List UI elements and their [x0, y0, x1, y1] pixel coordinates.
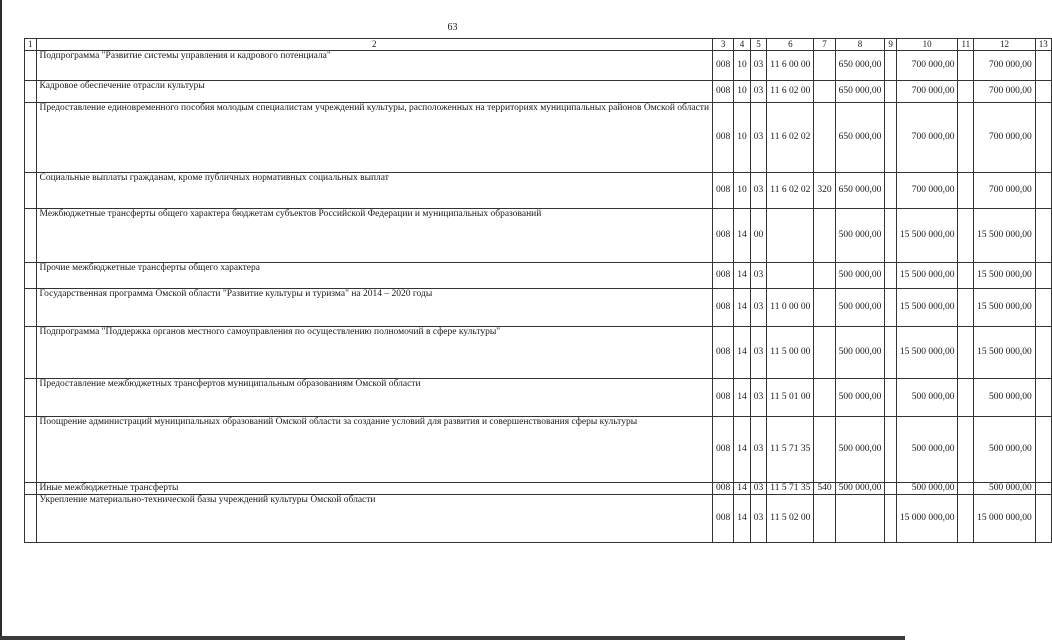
column-header: 11: [958, 39, 974, 51]
amount-col11-cell: [958, 327, 974, 379]
ministry-code-cell: 008: [713, 209, 734, 263]
amount-col12-cell: 15 500 000,00: [974, 327, 1036, 379]
expense-type-cell: [814, 103, 835, 173]
row-name-cell: Прочие межбюджетные трансферты общего характера: [36, 263, 713, 289]
amount-col8-cell: 500 000,00: [835, 417, 885, 483]
amount-col13-cell: [1035, 173, 1051, 209]
subsection-code-cell: 03: [750, 103, 767, 173]
amount-col11-cell: [958, 289, 974, 327]
expense-type-cell: [814, 495, 835, 543]
amount-col10-cell: 15 500 000,00: [896, 327, 958, 379]
target-article-cell: 11 5 71 35: [767, 483, 814, 495]
row-number-cell: [25, 327, 37, 379]
amount-col8-cell: 500 000,00: [835, 483, 885, 495]
target-article-cell: [767, 263, 814, 289]
amount-col11-cell: [958, 263, 974, 289]
section-code-cell: 14: [734, 417, 751, 483]
row-name-cell: Иные межбюджетные трансферты: [36, 483, 713, 495]
table-row: [25, 379, 1052, 417]
amount-col13-cell: [1035, 379, 1051, 417]
amount-col11-cell: [958, 209, 974, 263]
amount-col12-cell: 700 000,00: [974, 173, 1036, 209]
column-header: 12: [974, 39, 1036, 51]
amount-col10-cell: 15 500 000,00: [896, 289, 958, 327]
target-article-cell: 11 6 02 02: [767, 173, 814, 209]
amount-col12-cell: 700 000,00: [974, 103, 1036, 173]
row-name-cell: Предоставление единовременного пособия молодым специалистам учреждений культуры, расположенных на территориях муниципальных районов Омской области: [36, 103, 713, 173]
ministry-code-cell: 008: [713, 103, 734, 173]
amount-col10-cell: 15 500 000,00: [896, 209, 958, 263]
table-row: [25, 417, 1052, 483]
amount-col9-cell: [885, 81, 897, 103]
ministry-code-cell: 008: [713, 173, 734, 209]
amount-col9-cell: [885, 51, 897, 81]
table-row: [25, 81, 1052, 103]
target-article-cell: 11 6 02 02: [767, 103, 814, 173]
amount-col13-cell: [1035, 209, 1051, 263]
page-number: 63: [447, 22, 458, 33]
row-number-cell: [25, 289, 37, 327]
amount-col11-cell: [958, 417, 974, 483]
section-code-cell: 14: [734, 209, 751, 263]
ministry-code-cell: 008: [713, 417, 734, 483]
amount-col8-cell: 500 000,00: [835, 379, 885, 417]
subsection-code-cell: 03: [750, 417, 767, 483]
budget-table: [24, 38, 1052, 543]
ministry-code-cell: 008: [713, 81, 734, 103]
column-header: 10: [896, 39, 958, 51]
expense-type-cell: [814, 327, 835, 379]
column-header: 9: [885, 39, 897, 51]
amount-col9-cell: [885, 495, 897, 543]
section-code-cell: 14: [734, 379, 751, 417]
amount-col9-cell: [885, 327, 897, 379]
section-code-cell: 14: [734, 483, 751, 495]
subsection-code-cell: 03: [750, 263, 767, 289]
target-article-cell: 11 5 02 00: [767, 495, 814, 543]
ministry-code-cell: 008: [713, 263, 734, 289]
amount-col10-cell: 700 000,00: [896, 81, 958, 103]
column-header: 7: [814, 39, 835, 51]
column-header: 3: [713, 39, 734, 51]
expense-type-cell: 320: [814, 173, 835, 209]
row-name-cell: Кадровое обеспечение отрасли культуры: [36, 81, 713, 103]
ministry-code-cell: 008: [713, 495, 734, 543]
amount-col13-cell: [1035, 417, 1051, 483]
column-header: 5: [750, 39, 767, 51]
ministry-code-cell: 008: [713, 51, 734, 81]
subsection-code-cell: 03: [750, 327, 767, 379]
row-name-cell: Подпрограмма "Развитие системы управления и кадрового потенциала": [36, 51, 713, 81]
row-number-cell: [25, 379, 37, 417]
target-article-cell: 11 5 00 00: [767, 327, 814, 379]
amount-col11-cell: [958, 103, 974, 173]
amount-col8-cell: 650 000,00: [835, 103, 885, 173]
target-article-cell: 11 0 00 00: [767, 289, 814, 327]
amount-col10-cell: 500 000,00: [896, 417, 958, 483]
subsection-code-cell: 03: [750, 379, 767, 417]
section-code-cell: 10: [734, 103, 751, 173]
column-header: 13: [1035, 39, 1051, 51]
amount-col12-cell: 500 000,00: [974, 417, 1036, 483]
amount-col8-cell: [835, 495, 885, 543]
amount-col11-cell: [958, 51, 974, 81]
row-name-cell: Межбюджетные трансферты общего характера бюджетам субъектов Российской Федерации и муниципальных образований: [36, 209, 713, 263]
expense-type-cell: [814, 209, 835, 263]
row-name-cell: Предоставление межбюджетных трансфертов муниципальным образованиям Омской области: [36, 379, 713, 417]
row-number-cell: [25, 103, 37, 173]
ministry-code-cell: 008: [713, 327, 734, 379]
row-name-cell: Подпрограмма "Поддержка органов местного самоуправления по осуществлению полномочий в сфере культуры": [36, 327, 713, 379]
table-row: [25, 103, 1052, 173]
row-number-cell: [25, 495, 37, 543]
amount-col10-cell: 700 000,00: [896, 103, 958, 173]
table-row: [25, 495, 1052, 543]
amount-col13-cell: [1035, 51, 1051, 81]
row-number-cell: [25, 483, 37, 495]
amount-col12-cell: 700 000,00: [974, 81, 1036, 103]
amount-col8-cell: 500 000,00: [835, 263, 885, 289]
amount-col10-cell: 15 500 000,00: [896, 263, 958, 289]
amount-col8-cell: 650 000,00: [835, 173, 885, 209]
expense-type-cell: 540: [814, 483, 835, 495]
table-row: [25, 263, 1052, 289]
amount-col10-cell: 700 000,00: [896, 173, 958, 209]
table-row: [25, 327, 1052, 379]
amount-col11-cell: [958, 483, 974, 495]
column-header: 2: [36, 39, 713, 51]
ministry-code-cell: 008: [713, 289, 734, 327]
subsection-code-cell: 03: [750, 51, 767, 81]
amount-col9-cell: [885, 263, 897, 289]
ministry-code-cell: 008: [713, 483, 734, 495]
amount-col13-cell: [1035, 495, 1051, 543]
section-code-cell: 10: [734, 81, 751, 103]
amount-col13-cell: [1035, 103, 1051, 173]
row-number-cell: [25, 417, 37, 483]
amount-col9-cell: [885, 417, 897, 483]
row-name-cell: Поощрение администраций муниципальных образований Омской области за создание условий для развития и совершенствования сферы культуры: [36, 417, 713, 483]
expense-type-cell: [814, 289, 835, 327]
target-article-cell: 11 6 00 00: [767, 51, 814, 81]
section-code-cell: 14: [734, 263, 751, 289]
amount-col12-cell: 15 000 000,00: [974, 495, 1036, 543]
amount-col10-cell: 500 000,00: [896, 379, 958, 417]
subsection-code-cell: 03: [750, 81, 767, 103]
subsection-code-cell: 03: [750, 495, 767, 543]
target-article-cell: 11 5 01 00: [767, 379, 814, 417]
section-code-cell: 10: [734, 173, 751, 209]
amount-col13-cell: [1035, 81, 1051, 103]
column-header: 6: [767, 39, 814, 51]
table-row: [25, 483, 1052, 495]
amount-col11-cell: [958, 379, 974, 417]
column-header: 1: [25, 39, 37, 51]
amount-col13-cell: [1035, 483, 1051, 495]
scan-border-bottom: [0, 636, 905, 640]
amount-col12-cell: 700 000,00: [974, 51, 1036, 81]
row-number-cell: [25, 51, 37, 81]
amount-col8-cell: 650 000,00: [835, 51, 885, 81]
amount-col10-cell: 15 000 000,00: [896, 495, 958, 543]
amount-col12-cell: 500 000,00: [974, 379, 1036, 417]
scan-border-left: [0, 0, 2, 640]
ministry-code-cell: 008: [713, 379, 734, 417]
section-code-cell: 14: [734, 495, 751, 543]
amount-col12-cell: 15 500 000,00: [974, 289, 1036, 327]
section-code-cell: 10: [734, 51, 751, 81]
amount-col11-cell: [958, 495, 974, 543]
subsection-code-cell: 03: [750, 173, 767, 209]
amount-col13-cell: [1035, 289, 1051, 327]
amount-col9-cell: [885, 209, 897, 263]
amount-col10-cell: 500 000,00: [896, 483, 958, 495]
column-header: 4: [734, 39, 751, 51]
expense-type-cell: [814, 417, 835, 483]
expense-type-cell: [814, 81, 835, 103]
amount-col11-cell: [958, 173, 974, 209]
row-name-cell: Государственная программа Омской области "Развитие культуры и туризма" на 2014 – 2020 годы: [36, 289, 713, 327]
amount-col9-cell: [885, 173, 897, 209]
expense-type-cell: [814, 51, 835, 81]
amount-col8-cell: 500 000,00: [835, 209, 885, 263]
expense-type-cell: [814, 379, 835, 417]
subsection-code-cell: 03: [750, 289, 767, 327]
amount-col9-cell: [885, 289, 897, 327]
amount-col9-cell: [885, 103, 897, 173]
table-row: [25, 173, 1052, 209]
row-number-cell: [25, 209, 37, 263]
amount-col13-cell: [1035, 327, 1051, 379]
target-article-cell: 11 5 71 35: [767, 417, 814, 483]
amount-col12-cell: 15 500 000,00: [974, 209, 1036, 263]
row-number-cell: [25, 81, 37, 103]
row-number-cell: [25, 173, 37, 209]
target-article-cell: 11 6 02 00: [767, 81, 814, 103]
amount-col8-cell: 500 000,00: [835, 327, 885, 379]
amount-col10-cell: 700 000,00: [896, 51, 958, 81]
column-header: 8: [835, 39, 885, 51]
amount-col12-cell: 500 000,00: [974, 483, 1036, 495]
amount-col9-cell: [885, 379, 897, 417]
column-number-row: [25, 39, 1052, 51]
section-code-cell: 14: [734, 327, 751, 379]
table-row: [25, 209, 1052, 263]
subsection-code-cell: 00: [750, 209, 767, 263]
row-name-cell: Социальные выплаты гражданам, кроме публичных нормативных социальных выплат: [36, 173, 713, 209]
amount-col9-cell: [885, 483, 897, 495]
expense-type-cell: [814, 263, 835, 289]
amount-col12-cell: 15 500 000,00: [974, 263, 1036, 289]
amount-col8-cell: 500 000,00: [835, 289, 885, 327]
amount-col8-cell: 650 000,00: [835, 81, 885, 103]
table-row: [25, 289, 1052, 327]
table-row: [25, 51, 1052, 81]
amount-col11-cell: [958, 81, 974, 103]
subsection-code-cell: 03: [750, 483, 767, 495]
row-number-cell: [25, 263, 37, 289]
row-name-cell: Укрепление материально-технической базы учреждений культуры Омской области: [36, 495, 713, 543]
target-article-cell: [767, 209, 814, 263]
amount-col13-cell: [1035, 263, 1051, 289]
section-code-cell: 14: [734, 289, 751, 327]
